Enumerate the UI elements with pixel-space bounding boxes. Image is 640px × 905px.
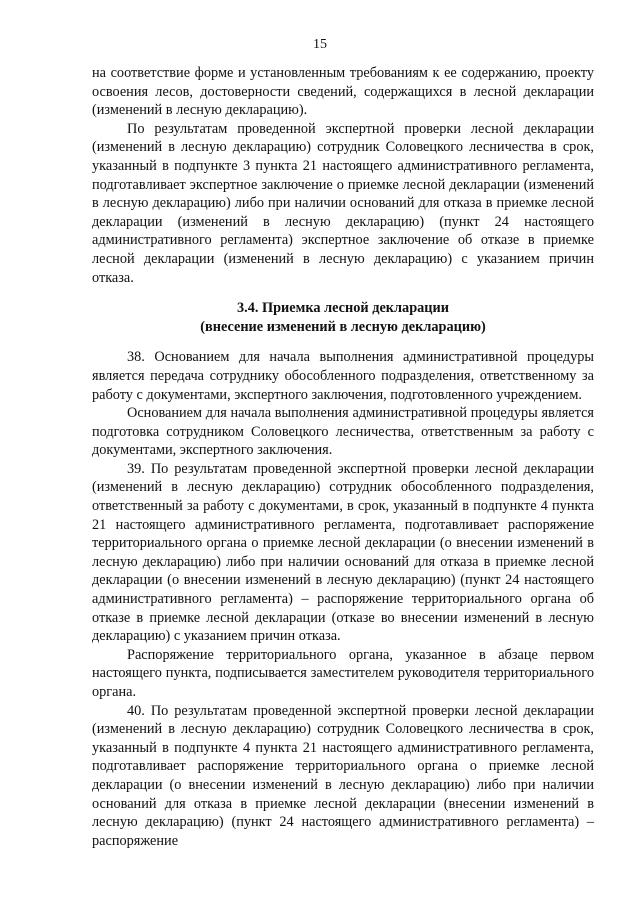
section-heading — [92, 299, 594, 336]
paragraph: на соответствие форме и установленным требованиям к ее содержанию, проекту освоения лесов, достоверности сведений, содержащихся в лесной декларации (изменений в лесную декларацию). — [92, 65, 594, 119]
section-heading-line: 3.4. Приемка лесной декларации — [236, 300, 450, 317]
paragraph: 38. Основанием для начала выполнения административной процедуры является передача сотруднику обособленного подразделения, ответственному за работу с документами, экспертного заключения, подготовленного учреждением. — [92, 349, 594, 403]
document-body — [92, 64, 594, 850]
paragraph: Распоряжение территориального органа, указанное в абзаце первом настоящего пункта, подписывается заместителем руководителя территориального органа. — [92, 646, 594, 700]
paragraph: По результатам проведенной экспертной проверки лесной декларации (изменений в лесную декларацию) сотрудник Соловецкого лесничества в срок, указанный в подпункте 3 пункта 21 настоящего административного регламента, подготавливает экспертное заключение о приемке лесной декларации (изменений в лесную декларацию) либо при наличии оснований для отказа в приемке лесной декларации (изменений в лесную декларацию) (пункт 24 настоящего административного регламента) экспертное заключение об отказе в приемке лесной декларации (изменений в лесную декларацию) с указанием причин отказа. — [92, 120, 594, 286]
section-heading-line: (внесение изменений в лесную декларацию) — [200, 318, 486, 335]
paragraph: 39. По результатам проведенной экспертной проверки лесной декларации (изменений в лесную декларацию) сотрудник обособленного подразделения, ответственный за работу с документами, в срок, указанный в подпункте 4 пункта 21 настоящего административного регламента, подготавливает распоряжение территориального органа о приемке лесной декларации (о внесении изменений в лесную декларацию) либо при наличии оснований для отказа в приемке лесной декларации (о внесении изменений в лесную декларацию) (пункт 24 настоящего административного регламента) – распоряжение территориального органа об отказе в приемке лесной декларации (отказе во внесении изменений в лесную декларацию) с указанием причин отказа. — [92, 460, 594, 645]
page-number: 15 — [313, 37, 327, 52]
paragraph: Основанием для начала выполнения административной процедуры является подготовка сотрудником Соловецкого лесничества, ответственным за работу с документами, экспертного заключения. — [92, 405, 594, 459]
paragraph: 40. По результатам проведенной экспертной проверки лесной декларации (изменений в лесную декларацию) сотрудник Соловецкого лесничества в срок, указанный в подпункте 4 пункта 21 настоящего административного регламента, подготавливает распоряжение территориального органа о приемке лесной декларации (о внесении изменений в лесную декларацию) либо при наличии оснований для отказа в приемке лесной декларации (внесении изменений в лесную декларацию) (пункт 24 настоящего административного регламента) – распоряжение — [92, 702, 594, 849]
